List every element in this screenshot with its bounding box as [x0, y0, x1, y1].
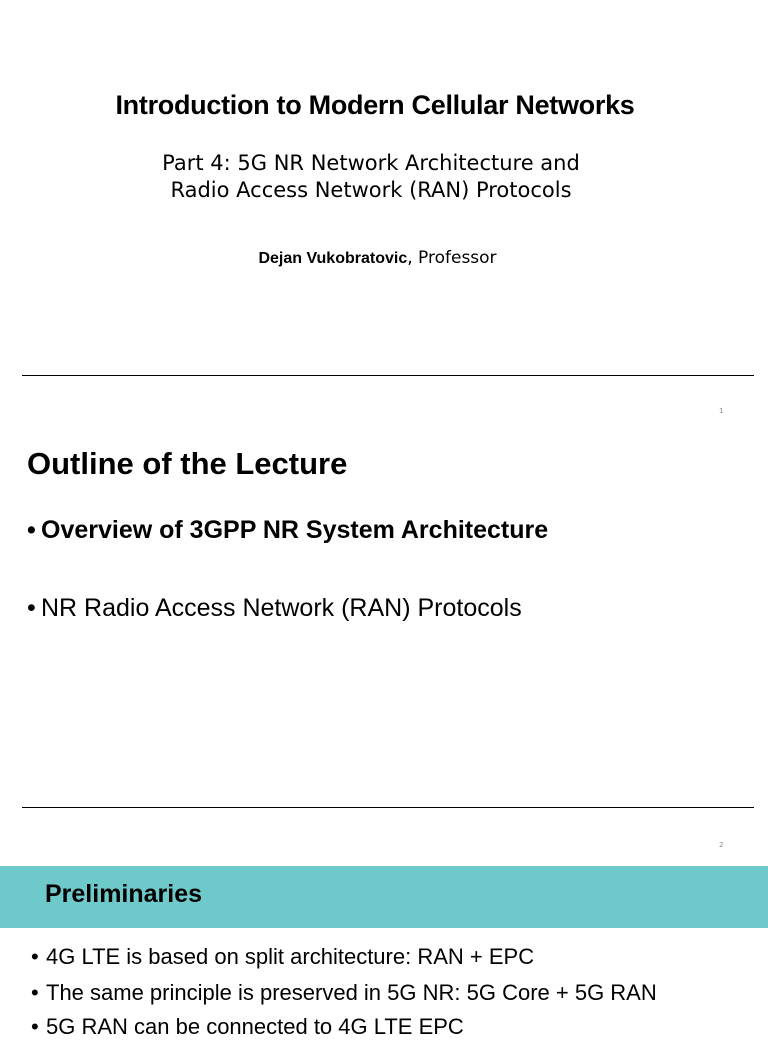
author-name: Dejan Vukobratovic — [258, 250, 408, 267]
preliminaries-bullet-3 — [31, 1014, 464, 1040]
outline-bullet-text: NR Radio Access Network (RAN) Protocols — [41, 594, 522, 622]
subtitle-line-2: Radio Access Network (RAN) Protocols — [170, 178, 572, 202]
preliminaries-bullet-1 — [31, 944, 534, 970]
outline-bullet-2 — [27, 594, 522, 623]
slide-divider — [22, 375, 754, 376]
author-role: , Professor — [407, 248, 497, 268]
bullet-icon: • — [27, 516, 36, 544]
slide-divider — [22, 807, 754, 808]
preliminaries-bullet-text: The same principle is preserved in 5G NR: 5G Core + 5G RAN — [46, 980, 657, 1005]
outline-title: Outline of the Lecture — [27, 446, 348, 481]
outline-bullet-text: Overview of 3GPP NR System Architecture — [41, 516, 549, 544]
bullet-icon: • — [31, 980, 39, 1005]
preliminaries-banner — [0, 866, 768, 928]
bullet-icon: • — [31, 1014, 39, 1039]
author-line — [0, 248, 755, 268]
preliminaries-title: Preliminaries — [45, 880, 203, 908]
preliminaries-bullet-text: 4G LTE is based on split architecture: RAN + EPC — [46, 944, 535, 969]
page-number-2: 2 — [719, 841, 724, 849]
outline-bullet-1 — [27, 516, 548, 545]
presentation-subtitle — [0, 150, 742, 204]
preliminaries-bullet-text: 5G RAN can be connected to 4G LTE EPC — [46, 1014, 464, 1039]
title-slide — [0, 0, 768, 376]
presentation-title: Introduction to Modern Cellular Networks — [115, 90, 635, 120]
bullet-icon: • — [27, 594, 36, 622]
preliminaries-bullet-2 — [31, 980, 657, 1006]
bullet-icon: • — [31, 944, 39, 969]
subtitle-line-1: Part 4: 5G NR Network Architecture and — [162, 151, 580, 175]
page-number-1: 1 — [719, 407, 724, 415]
